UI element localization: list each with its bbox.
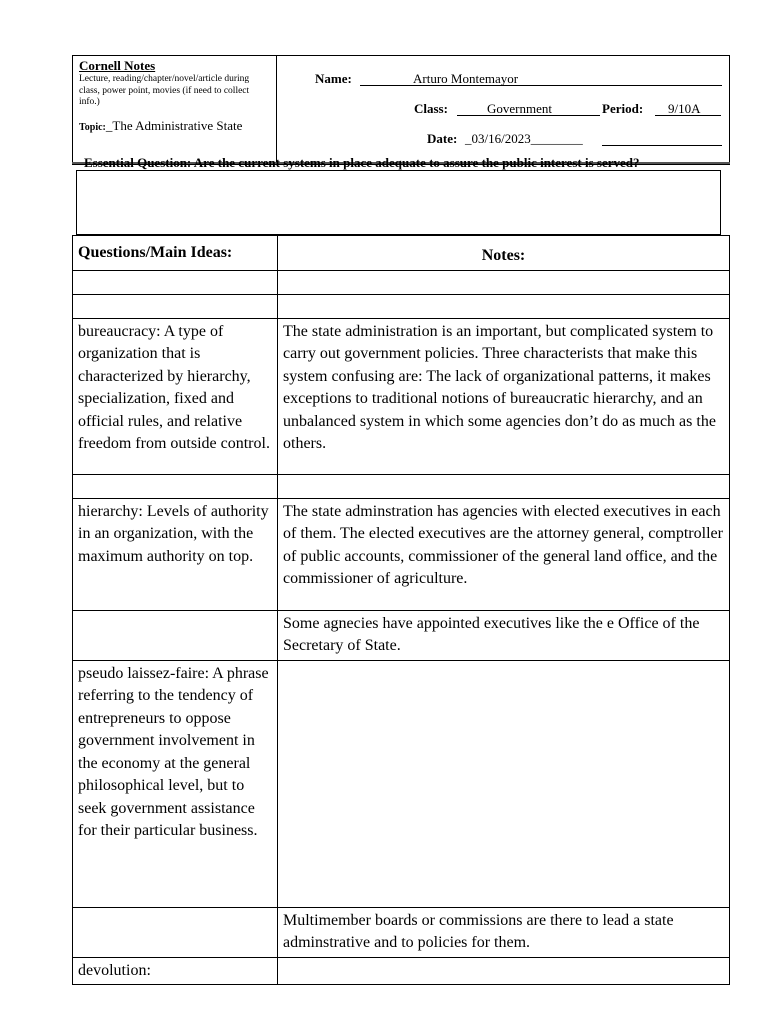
question-cell[interactable]: devolution: <box>73 957 278 985</box>
notes-column-header: Notes: <box>278 236 730 271</box>
table-row <box>73 270 730 294</box>
question-cell[interactable] <box>73 270 278 294</box>
cornell-notes-title: Cornell Notes <box>79 58 156 73</box>
question-cell[interactable]: bureaucracy: A type of organization that is characterized by hierarchy, specialization, fixed and official rules, and relative freedom from outside control. <box>73 318 278 474</box>
table-row <box>73 660 730 907</box>
date-label: Date: <box>427 131 458 146</box>
note-cell[interactable]: Multimember boards or commissions are there to lead a state adminstrative and to policies for them. <box>278 907 730 957</box>
question-cell[interactable]: hierarchy: Levels of authority in an organization, with the maximum authority on top. <box>73 498 278 610</box>
question-cell[interactable] <box>73 294 278 318</box>
topic-label: Topic: <box>79 121 106 133</box>
table-row <box>73 498 730 610</box>
period-label: Period: <box>602 101 644 116</box>
cornell-notes-description: Lecture, reading/chapter/novel/article during class, power point, movies (if need to collect info.) <box>79 74 250 107</box>
essential-question: Essential Question: Are the current systems in place adequate to assure the public interest is served? <box>84 155 640 170</box>
table-row <box>73 318 730 474</box>
note-cell[interactable] <box>278 660 730 907</box>
table-header-row <box>73 236 730 271</box>
note-cell[interactable]: Some agnecies have appointed executives like the e Office of the Secretary of State. <box>278 610 730 660</box>
question-cell[interactable]: pseudo laissez-faire: A phrase referring to the tendency of entrepreneurs to oppose government involvement in the economy at the general philosophical level, but to seek government assistance for their particular business. <box>73 660 278 907</box>
date-underline <box>602 145 722 146</box>
cornell-notes-table <box>72 235 730 985</box>
table-row <box>73 294 730 318</box>
note-cell[interactable] <box>278 294 730 318</box>
date-value[interactable]: _03/16/2023________ <box>465 131 583 146</box>
table-row <box>73 474 730 498</box>
period-value[interactable]: 9/10A <box>668 101 701 116</box>
table-row <box>73 907 730 957</box>
note-cell[interactable] <box>278 957 730 985</box>
note-cell[interactable]: The state administration is an important, but complicated system to carry out government policies. Three characterists that make this system confusing are: The lack of organizational patterns, it makes exceptions to traditional notions of bureaucratic hierarchy, and an unbalanced system in which some agencies don’t do as much as the others. <box>278 318 730 474</box>
note-cell[interactable] <box>278 270 730 294</box>
name-value[interactable]: Arturo Montemayor <box>413 71 519 86</box>
topic-line <box>79 119 270 135</box>
header-left-panel <box>73 56 277 164</box>
question-cell[interactable] <box>73 907 278 957</box>
table-row <box>73 957 730 985</box>
note-cell[interactable]: The state adminstration has agencies with elected executives in each of them. The elected executives are the attorney general, comptroller of public accounts, commissioner of the general land office, and the commissioner of agriculture. <box>278 498 730 610</box>
question-cell[interactable] <box>73 474 278 498</box>
essential-question-box[interactable] <box>76 170 721 235</box>
note-cell[interactable] <box>278 474 730 498</box>
name-label: Name: <box>315 71 352 86</box>
class-label: Class: <box>414 101 448 116</box>
questions-column-header: Questions/Main Ideas: <box>73 236 278 271</box>
class-value[interactable]: Government <box>487 101 552 116</box>
topic-value: _The Administrative State <box>105 117 243 133</box>
table-row <box>73 610 730 660</box>
question-cell[interactable] <box>73 610 278 660</box>
